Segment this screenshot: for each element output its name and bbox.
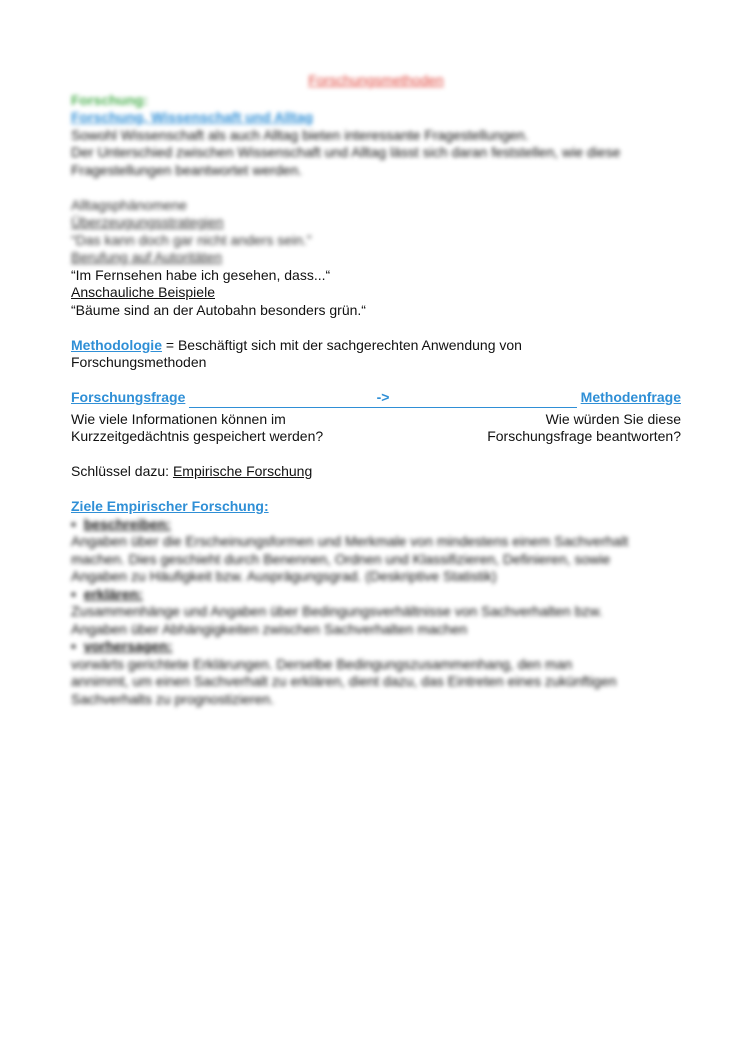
goal-label: • beschreiben: [71,515,171,532]
goal-item [71,516,681,586]
document-content [71,72,681,708]
goal-label: • vorhersagen: [71,638,173,654]
document-title: Forschungsmethoden [308,72,444,88]
goal-text: Zusammenhänge und Angaben über Bedingungsverhältnisse von Sachverhalten bzw. Angaben über Abhängigkeiten zwischen Sachverhalten machen [71,603,603,637]
question-row [71,428,681,446]
goal-item [71,586,681,639]
quote-3: “Bäume sind an der Autobahn besonders grün.“ [71,301,366,318]
key-line [71,463,681,481]
intro-paragraph [71,127,681,180]
section-heading: Forschung, Wissenschaft und Alltag [71,109,314,125]
methodologie-def-2: Forschungsmethoden [71,354,207,370]
question-header-row [71,389,681,411]
question-left: Wie viele Informationen können im [71,410,286,427]
methodologie-definition [71,337,681,355]
question-right: Wie würden Sie diese [545,410,681,427]
methodologie-def-1: = Beschäftigt sich mit der sachgerechten Anwendung von [162,336,522,353]
intro-line: Fragestellungen beantwortet werden. [71,161,303,178]
alltag-heading: Alltagsphänomene [71,196,187,213]
question-row [71,411,681,429]
arrow-text: -> [376,389,390,405]
question-left: Kurzzeitgedächtnis gespeichert werden? [71,428,324,444]
question-right: Forschungsfrage beantworten? [487,428,681,444]
goal-text: vorwärts gerichtete Erklärungen. Derselbe Bedingungszusammenhang, den man annimmt, um einen Sachverhalt zu erklären, dient dazu, das Eintreten eines zukünftigen Sachverhalts zu prognostizieren. [71,655,617,707]
arrow-connector [189,389,576,408]
quote-2: “Im Fernsehen habe ich gesehen, dass...“ [71,266,331,283]
section-label: Forschung: [71,91,148,108]
strategies-heading: Überzeugungsstrategien [71,214,224,230]
goal-item [71,638,681,708]
authority-heading: Berufung auf Autoritäten [71,249,222,265]
methodologie-term: Methodologie [71,336,162,353]
goals-heading: Ziele Empirischer Forschung: [71,498,269,514]
intro-line: Der Unterschied zwischen Wissenschaft und Alltag lässt sich daran feststellen, wie diese [71,144,621,160]
goal-label: • erklären: [71,585,143,602]
key-prefix: Schlüssel dazu: [71,463,173,479]
key-term: Empirische Forschung [172,463,313,479]
goal-text: Angaben über die Erscheinungsformen und Merkmale von mindestens einem Sachverhalt machen. Dies geschieht durch Benennen, Ordnen und Klassifizieren, Definieren, sowie Angaben zu Häufigkeit bzw. Ausprägungsgrad. (Deskriptive Statistik) [71,533,629,584]
quote-1: “Das kann doch gar nicht anders sein.” [71,231,312,248]
forschungsfrage-heading: Forschungsfrage [71,389,186,405]
intro-line: Sowohl Wissenschaft als auch Alltag bieten interessante Fragestellungen. [71,126,529,143]
examples-heading: Anschauliche Beispiele [71,284,215,300]
methodenfrage-heading: Methodenfrage [580,389,681,405]
